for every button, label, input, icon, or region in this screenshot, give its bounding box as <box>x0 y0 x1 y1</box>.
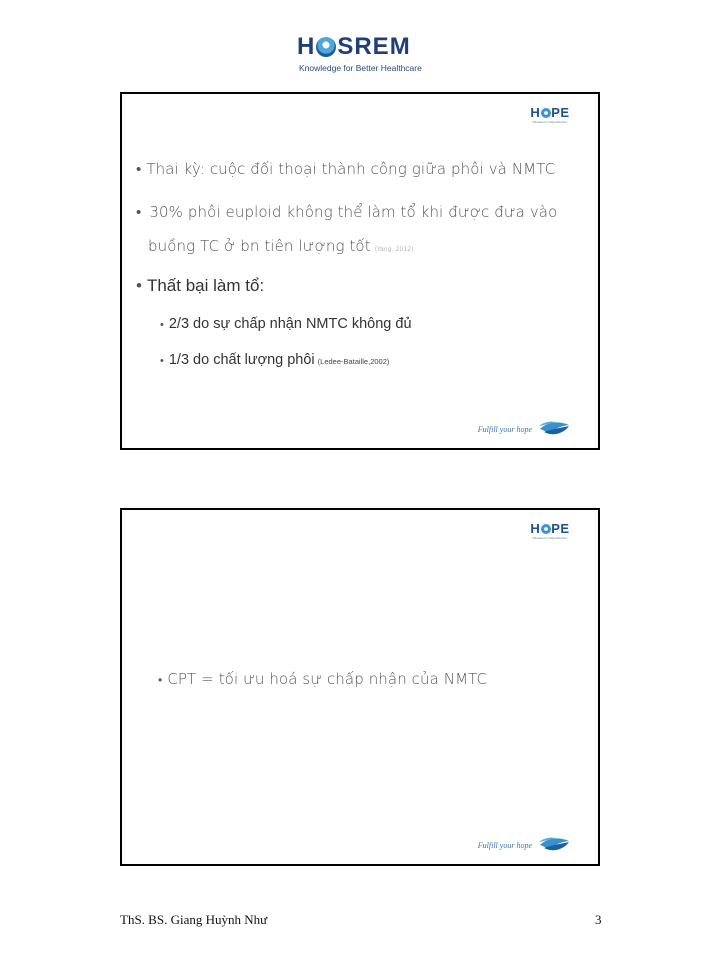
slide-1 <box>120 92 600 450</box>
slide-2 <box>120 508 600 866</box>
fulfill-text: Fulfill your hope <box>477 840 532 850</box>
wave-logo-icon <box>538 836 570 854</box>
hosrem-logo <box>297 34 427 78</box>
wave-logo-icon <box>538 420 570 438</box>
bullet-2-continued <box>148 237 414 255</box>
hope-prefix: H <box>530 521 541 536</box>
slide2-bullet-text: CPT = tối ưu hoá sự chấp nhận của NMTC <box>167 670 488 688</box>
hope-suffix: PE <box>551 105 570 120</box>
bullet-2-text-line2: buồng TC ở bn tiên lượng tốt <box>148 237 371 255</box>
bullet-dot-icon: • <box>158 673 163 687</box>
bullet-1 <box>136 160 555 178</box>
hope-subtitle: Research in Reproduction <box>532 536 568 540</box>
hope-subtitle: Research in Reproduction <box>532 120 568 124</box>
author-name: ThS. BS. Giang Huỳnh Như <box>120 912 268 927</box>
bullet-dot-icon: • <box>160 355 164 367</box>
fulfill-footer <box>478 420 570 438</box>
hosrem-wordmark <box>297 34 411 60</box>
bullet-2-text: 30% phôi euploid không thể làm tổ khi được đưa vào <box>149 203 558 221</box>
fulfill-text: Fulfill your hope <box>477 424 532 434</box>
bullet-3-text: Thất bại làm tổ: <box>146 276 265 295</box>
globe-icon <box>316 37 336 57</box>
bullet-dot-icon: • <box>136 160 142 178</box>
page-number: 3 <box>595 912 602 927</box>
logo-tagline: Knowledge for Better Healthcare <box>299 63 422 73</box>
bullet-3 <box>136 276 264 296</box>
slide2-bullet <box>158 670 487 688</box>
sub-bullet-1-text: 2/3 do sự chấp nhận NMTC không đủ <box>168 316 412 332</box>
bullet-dot-icon: • <box>160 319 164 331</box>
citation-yang: (Yang, 2012) <box>374 246 414 253</box>
hope-logo <box>530 106 570 124</box>
bullet-dot-icon: • <box>136 203 142 221</box>
fulfill-footer <box>478 836 570 854</box>
hope-prefix: H <box>530 105 541 120</box>
hope-logo <box>530 522 570 540</box>
sub-bullet-1 <box>160 316 412 332</box>
hope-suffix: PE <box>551 521 570 536</box>
bullet-2 <box>136 203 557 221</box>
bullet-dot-icon: • <box>136 276 142 295</box>
hope-o-icon <box>541 524 551 534</box>
logo-suffix: SREM <box>337 33 411 60</box>
logo-prefix: H <box>297 33 316 60</box>
citation-ledee: (Ledee-Bataille,2002) <box>317 357 390 366</box>
sub-bullet-2-text: 1/3 do chất lượng phôi <box>168 352 315 368</box>
bullet-1-text: Thai kỳ: cuộc đối thoại thành công giữa phôi và NMTC <box>146 160 556 178</box>
sub-bullet-2 <box>160 352 389 368</box>
hope-o-icon <box>541 108 551 118</box>
